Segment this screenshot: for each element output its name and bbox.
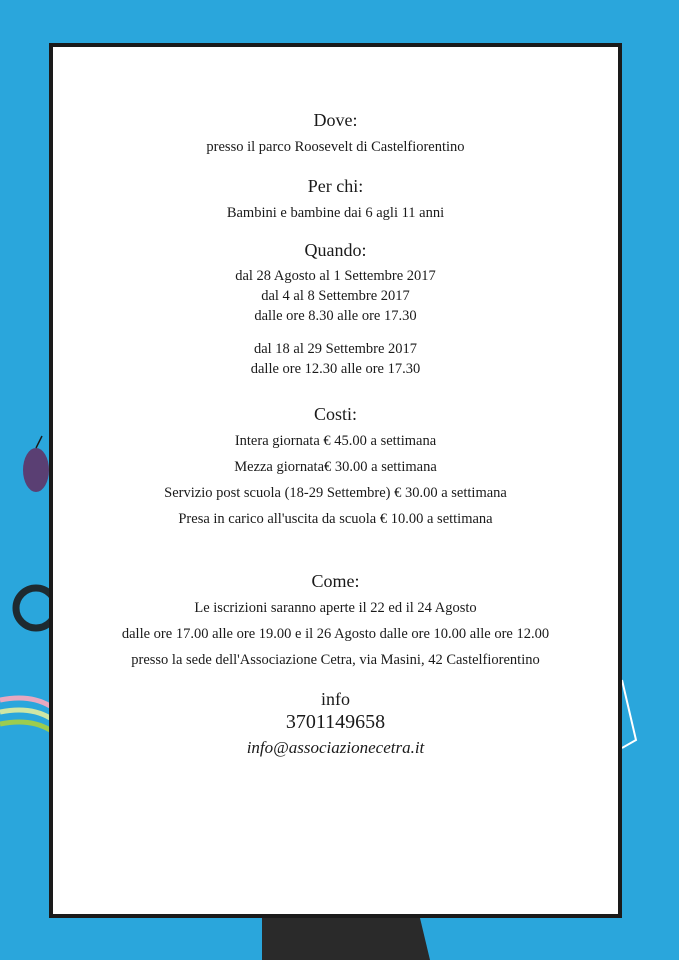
dark-figure-shape — [262, 918, 430, 960]
rainbow-stripes-shape — [0, 698, 50, 706]
quando-hours-1: dalle ore 8.30 alle ore 17.30 — [254, 308, 417, 324]
quando-heading: Quando: — [304, 240, 367, 260]
come-registration: Le iscrizioni saranno aperte il 22 ed il 24 Agosto — [194, 600, 477, 616]
costi-full-day: Intera giornata € 45.00 a settimana — [234, 433, 437, 449]
costi-half-day: Mezza giornata€ 30.00 a settimana — [234, 459, 437, 475]
dove-location: presso il parco Roosevelt di Castelfiorentino — [206, 139, 465, 155]
come-hours: dalle ore 17.00 alle ore 19.00 e il 26 Agosto dalle ore 10.00 alle ore 12.00 — [121, 626, 550, 642]
per-chi-audience: Bambini e bambine dai 6 agli 11 anni — [226, 205, 445, 221]
info-email: info@associazionecetra.it — [246, 738, 425, 757]
dove-heading: Dove: — [313, 110, 358, 130]
per-chi-heading: Per chi: — [307, 176, 364, 196]
costi-pickup: Presa in carico all'uscita da scuola € 10.00 a settimana — [178, 511, 493, 527]
purple-balloon-shape — [23, 448, 49, 492]
quando-dates-2: dal 4 al 8 Settembre 2017 — [261, 288, 410, 304]
come-address: presso la sede dell'Associazione Cetra, via Masini, 42 Castelfiorentino — [131, 652, 540, 668]
quando-dates-1: dal 28 Agosto al 1 Settembre 2017 — [235, 268, 436, 284]
white-kite-line — [622, 680, 636, 748]
quando-dates-3: dal 18 al 29 Settembre 2017 — [253, 341, 418, 357]
quando-hours-2: dalle ore 12.30 alle ore 17.30 — [250, 361, 421, 377]
info-phone: 3701149658 — [285, 711, 386, 733]
info-card — [49, 43, 622, 918]
costi-heading: Costi: — [313, 404, 357, 424]
come-heading: Come: — [311, 571, 360, 591]
costi-after-school: Servizio post scuola (18-29 Settembre) € 30.00 a settimana — [164, 485, 507, 501]
info-label: info — [321, 689, 350, 709]
